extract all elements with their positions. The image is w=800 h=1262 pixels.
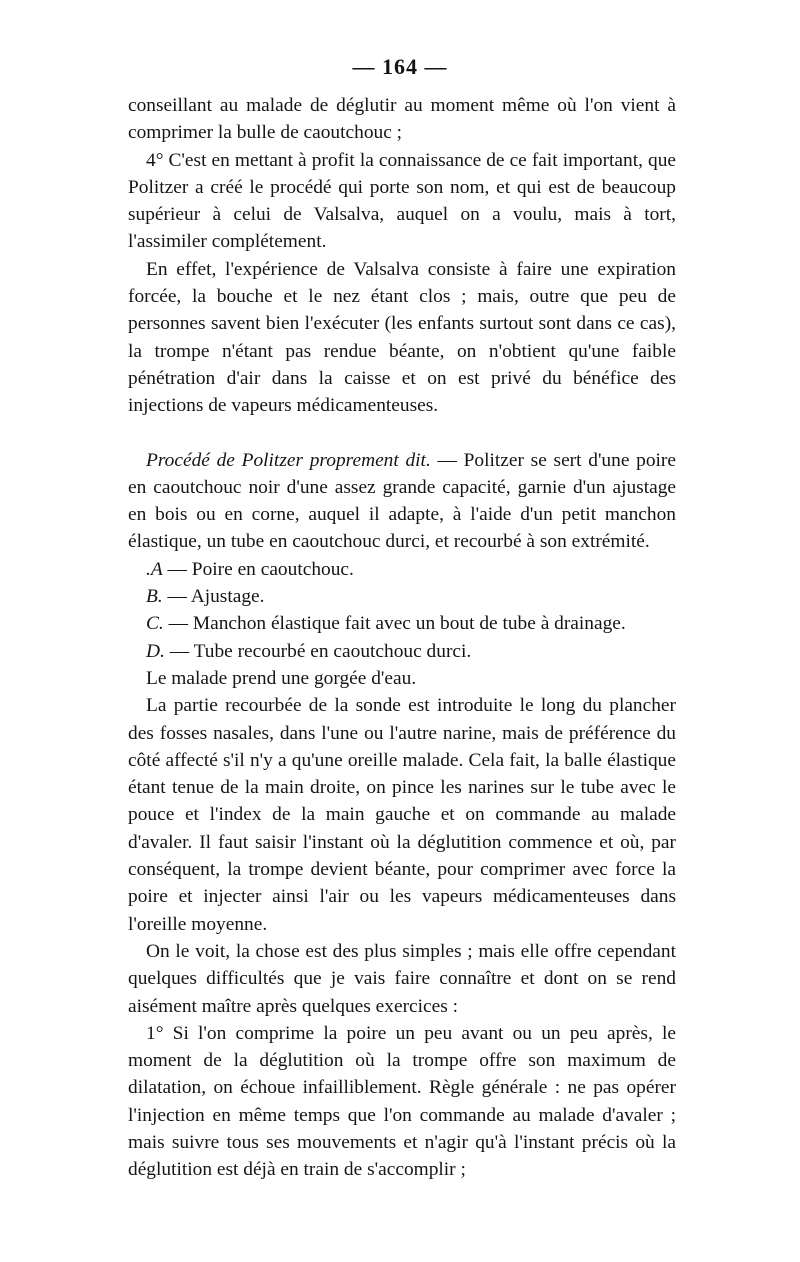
paragraph-4: Le malade prend une gorgée d'eau. [146, 667, 417, 689]
section-text: — Politzer se sert d'une poire en caoutchouc noir d'une assez grande capacité, garnie d'un ajustage en bois ou en corne, auquel il adapte, à l'aide d'un petit manchon élastique, un tube en caoutchouc durci, et recourbé à son extrémité. [128, 449, 676, 553]
paragraph-7: 1° Si l'on comprime la poire un peu avant ou un peu après, le moment de la déglutition où la trompe offre son maximum de dilatation, on échoue infailliblement. Règle générale : ne pas opérer l'injection en même temps que l'on commande au malade d'avaler ; mais suivre tous ses mouvements et n'agir qu'à l'instant précis où la déglutition est déjà en train de s'accomplir ; [128, 1022, 676, 1181]
legend-text: — Ajustage. [162, 586, 265, 608]
page-number: — 164 — [352, 54, 448, 79]
paragraph-3: En effet, l'expérience de Valsalva consiste à faire une expiration forcée, la bouche et le nez étant clos ; mais, outre que peu de personnes savent bien l'exécuter (les enfants surtout sont dans ce cas), la trompe n'étant pas rendue béante, on n'obtient qu'une faible pénétration d'air dans la caisse et on est privé du bénéfice des injections de vapeurs médicamenteuses. [128, 258, 676, 417]
legend-letter: B. [146, 586, 163, 608]
legend-letter: .A [146, 558, 163, 580]
paragraph-2: 4° C'est en mettant à profit la connaissance de ce fait important, que Politzer a créé le procédé qui porte son nom, et qui est de beaucoup supérieur à celui de Valsalva, auquel on a voulu, mais à tort, l'assimiler complétement. [128, 149, 676, 253]
section-paragraph [128, 447, 676, 556]
legend-item-a [128, 556, 676, 583]
legend-item-d [128, 638, 676, 665]
legend-item-c [128, 610, 676, 637]
page-body [128, 92, 676, 1184]
legend-letter: D. [146, 640, 165, 662]
paragraph-6: On le voit, la chose est des plus simples ; mais elle offre cependant quelques difficultés que je vais faire connaître et dont on se rend aisément maître après quelques exercices : [128, 940, 676, 1017]
section-title: Procédé de Politzer proprement dit. [146, 449, 431, 471]
paragraph-1: conseillant au malade de déglutir au moment même où l'on vient à comprimer la bulle de caoutchouc ; [128, 95, 676, 144]
legend-text: — Tube recourbé en caoutchouc durci. [164, 640, 472, 662]
legend-item-b [128, 583, 676, 610]
legend-text: — Poire en caoutchouc. [162, 558, 354, 580]
paragraph-5: La partie recourbée de la sonde est introduite le long du plancher des fosses nasales, dans l'une ou l'autre narine, mais de préférence du côté affecté s'il n'y a qu'une oreille malade. Cela fait, la balle élastique étant tenue de la main droite, on pince les narines sur le tube avec le pouce et l'index de la main gauche et on commande au malade d'avaler. Il faut saisir l'instant où la déglutition commence et où, par conséquent, la trompe devient béante, pour comprimer avec force la poire et injecter ainsi l'air ou les vapeurs médicamenteuses dans l'oreille moyenne. [128, 695, 676, 935]
section-spacer [128, 420, 676, 447]
legend-text: — Manchon élastique fait avec un bout de tube à drainage. [163, 613, 626, 635]
legend-letter: C. [146, 613, 164, 635]
